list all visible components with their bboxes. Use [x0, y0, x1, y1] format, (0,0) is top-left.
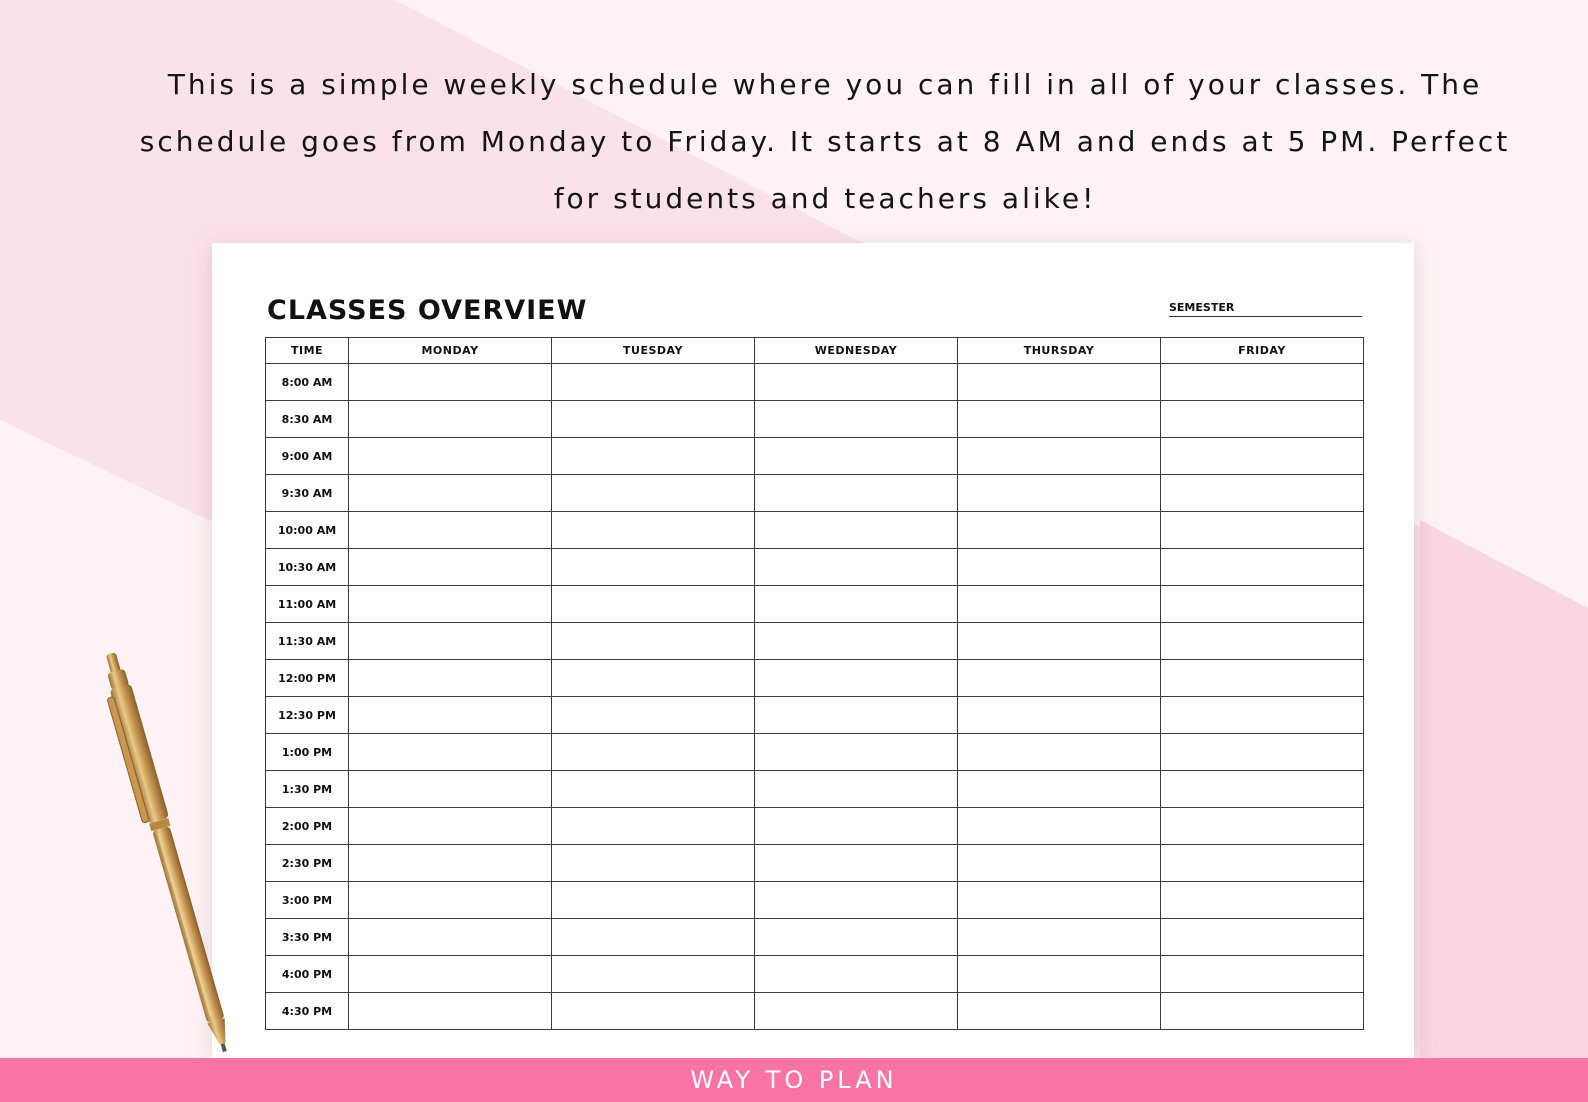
class-cell-friday[interactable] — [1161, 882, 1364, 919]
time-cell: 8:30 AM — [266, 401, 349, 438]
class-cell-wednesday[interactable] — [755, 734, 958, 771]
class-cell-thursday[interactable] — [958, 697, 1161, 734]
table-row — [266, 438, 1364, 475]
class-cell-monday[interactable] — [349, 845, 552, 882]
class-cell-monday[interactable] — [349, 697, 552, 734]
class-cell-tuesday[interactable] — [552, 512, 755, 549]
class-cell-thursday[interactable] — [958, 771, 1161, 808]
class-cell-monday[interactable] — [349, 993, 552, 1030]
class-cell-wednesday[interactable] — [755, 845, 958, 882]
class-cell-monday[interactable] — [349, 660, 552, 697]
class-cell-monday[interactable] — [349, 586, 552, 623]
semester-field: SEMESTER — [1169, 301, 1362, 317]
schedule-body — [266, 364, 1364, 1030]
time-cell: 4:30 PM — [266, 993, 349, 1030]
time-cell: 12:00 PM — [266, 660, 349, 697]
class-cell-wednesday[interactable] — [755, 512, 958, 549]
footer-brand: WAY TO PLAN — [690, 1066, 898, 1094]
class-cell-monday[interactable] — [349, 882, 552, 919]
class-cell-thursday[interactable] — [958, 734, 1161, 771]
intro-line-3: for students and teachers alike! — [553, 182, 1097, 215]
table-row — [266, 623, 1364, 660]
time-cell: 2:30 PM — [266, 845, 349, 882]
class-cell-tuesday[interactable] — [552, 993, 755, 1030]
time-cell: 12:30 PM — [266, 697, 349, 734]
class-cell-thursday[interactable] — [958, 845, 1161, 882]
class-cell-tuesday[interactable] — [552, 623, 755, 660]
class-cell-wednesday[interactable] — [755, 808, 958, 845]
day-header-tuesday: TUESDAY — [552, 338, 755, 364]
class-cell-wednesday[interactable] — [755, 993, 958, 1030]
class-cell-wednesday[interactable] — [755, 697, 958, 734]
class-cell-friday[interactable] — [1161, 549, 1364, 586]
header-row — [266, 338, 1364, 364]
table-row — [266, 475, 1364, 512]
time-cell: 3:00 PM — [266, 882, 349, 919]
class-cell-tuesday[interactable] — [552, 475, 755, 512]
table-row — [266, 882, 1364, 919]
class-cell-tuesday[interactable] — [552, 697, 755, 734]
class-cell-wednesday[interactable] — [755, 475, 958, 512]
schedule-sheet — [212, 243, 1414, 1058]
table-row — [266, 549, 1364, 586]
class-cell-tuesday[interactable] — [552, 438, 755, 475]
table-row — [266, 993, 1364, 1030]
time-cell: 11:30 AM — [266, 623, 349, 660]
table-row — [266, 956, 1364, 993]
class-cell-friday[interactable] — [1161, 401, 1364, 438]
gold-pen-icon — [100, 648, 260, 1063]
class-cell-thursday[interactable] — [958, 364, 1161, 401]
class-cell-monday[interactable] — [349, 364, 552, 401]
time-cell: 9:00 AM — [266, 438, 349, 475]
class-cell-wednesday[interactable] — [755, 549, 958, 586]
class-cell-tuesday[interactable] — [552, 364, 755, 401]
class-cell-monday[interactable] — [349, 919, 552, 956]
time-cell: 3:30 PM — [266, 919, 349, 956]
class-cell-friday[interactable] — [1161, 734, 1364, 771]
time-cell: 9:30 AM — [266, 475, 349, 512]
intro-text — [60, 56, 1588, 227]
class-cell-thursday[interactable] — [958, 919, 1161, 956]
table-row — [266, 586, 1364, 623]
class-cell-tuesday[interactable] — [552, 549, 755, 586]
class-cell-monday[interactable] — [349, 512, 552, 549]
class-cell-thursday[interactable] — [958, 586, 1161, 623]
class-cell-wednesday[interactable] — [755, 956, 958, 993]
class-cell-friday[interactable] — [1161, 697, 1364, 734]
class-cell-friday[interactable] — [1161, 808, 1364, 845]
class-cell-tuesday[interactable] — [552, 401, 755, 438]
class-cell-friday[interactable] — [1161, 475, 1364, 512]
class-cell-tuesday[interactable] — [552, 956, 755, 993]
time-cell: 8:00 AM — [266, 364, 349, 401]
class-cell-thursday[interactable] — [958, 660, 1161, 697]
table-row — [266, 401, 1364, 438]
schedule-table — [265, 337, 1364, 1030]
time-cell: 1:00 PM — [266, 734, 349, 771]
class-cell-monday[interactable] — [349, 808, 552, 845]
class-cell-thursday[interactable] — [958, 512, 1161, 549]
class-cell-monday[interactable] — [349, 401, 552, 438]
class-cell-thursday[interactable] — [958, 882, 1161, 919]
class-cell-monday[interactable] — [349, 771, 552, 808]
class-cell-friday[interactable] — [1161, 364, 1364, 401]
class-cell-monday[interactable] — [349, 734, 552, 771]
class-cell-thursday[interactable] — [958, 549, 1161, 586]
time-cell: 10:30 AM — [266, 549, 349, 586]
class-cell-monday[interactable] — [349, 956, 552, 993]
table-row — [266, 512, 1364, 549]
class-cell-tuesday[interactable] — [552, 771, 755, 808]
class-cell-tuesday[interactable] — [552, 808, 755, 845]
class-cell-monday[interactable] — [349, 549, 552, 586]
class-cell-friday[interactable] — [1161, 512, 1364, 549]
class-cell-wednesday[interactable] — [755, 660, 958, 697]
class-cell-thursday[interactable] — [958, 475, 1161, 512]
class-cell-tuesday[interactable] — [552, 845, 755, 882]
table-row — [266, 808, 1364, 845]
table-row — [266, 697, 1364, 734]
class-cell-wednesday[interactable] — [755, 623, 958, 660]
class-cell-wednesday[interactable] — [755, 586, 958, 623]
time-header: TIME — [266, 338, 349, 364]
table-row — [266, 771, 1364, 808]
table-row — [266, 734, 1364, 771]
class-cell-monday[interactable] — [349, 623, 552, 660]
class-cell-thursday[interactable] — [958, 623, 1161, 660]
day-header-wednesday: WEDNESDAY — [755, 338, 958, 364]
class-cell-friday[interactable] — [1161, 660, 1364, 697]
class-cell-monday[interactable] — [349, 475, 552, 512]
class-cell-thursday[interactable] — [958, 401, 1161, 438]
class-cell-wednesday[interactable] — [755, 882, 958, 919]
class-cell-monday[interactable] — [349, 438, 552, 475]
time-cell: 2:00 PM — [266, 808, 349, 845]
table-row — [266, 660, 1364, 697]
class-cell-friday[interactable] — [1161, 586, 1364, 623]
intro-line-1: This is a simple weekly schedule where you can fill in all of your classes. The — [167, 68, 1483, 101]
table-row — [266, 919, 1364, 956]
class-cell-friday[interactable] — [1161, 438, 1364, 475]
class-cell-friday[interactable] — [1161, 623, 1364, 660]
intro-line-2: schedule goes from Monday to Friday. It starts at 8 AM and ends at 5 PM. Perfect — [139, 125, 1511, 158]
class-cell-tuesday[interactable] — [552, 660, 755, 697]
class-cell-friday[interactable] — [1161, 956, 1364, 993]
class-cell-friday[interactable] — [1161, 771, 1364, 808]
class-cell-tuesday[interactable] — [552, 919, 755, 956]
time-cell: 1:30 PM — [266, 771, 349, 808]
time-cell: 4:00 PM — [266, 956, 349, 993]
class-cell-wednesday[interactable] — [755, 919, 958, 956]
time-cell: 10:00 AM — [266, 512, 349, 549]
table-row — [266, 364, 1364, 401]
class-cell-wednesday[interactable] — [755, 438, 958, 475]
class-cell-tuesday[interactable] — [552, 882, 755, 919]
class-cell-wednesday[interactable] — [755, 364, 958, 401]
class-cell-thursday[interactable] — [958, 808, 1161, 845]
sheet-title: CLASSES OVERVIEW — [267, 295, 588, 326]
class-cell-friday[interactable] — [1161, 845, 1364, 882]
class-cell-thursday[interactable] — [958, 956, 1161, 993]
class-cell-tuesday[interactable] — [552, 734, 755, 771]
day-header-friday: FRIDAY — [1161, 338, 1364, 364]
class-cell-friday[interactable] — [1161, 993, 1364, 1030]
table-row — [266, 845, 1364, 882]
footer-bar — [0, 1058, 1588, 1102]
class-cell-thursday[interactable] — [958, 993, 1161, 1030]
class-cell-thursday[interactable] — [958, 438, 1161, 475]
class-cell-wednesday[interactable] — [755, 401, 958, 438]
day-header-monday: MONDAY — [349, 338, 552, 364]
class-cell-tuesday[interactable] — [552, 586, 755, 623]
class-cell-friday[interactable] — [1161, 919, 1364, 956]
time-cell: 11:00 AM — [266, 586, 349, 623]
class-cell-wednesday[interactable] — [755, 771, 958, 808]
day-header-thursday: THURSDAY — [958, 338, 1161, 364]
